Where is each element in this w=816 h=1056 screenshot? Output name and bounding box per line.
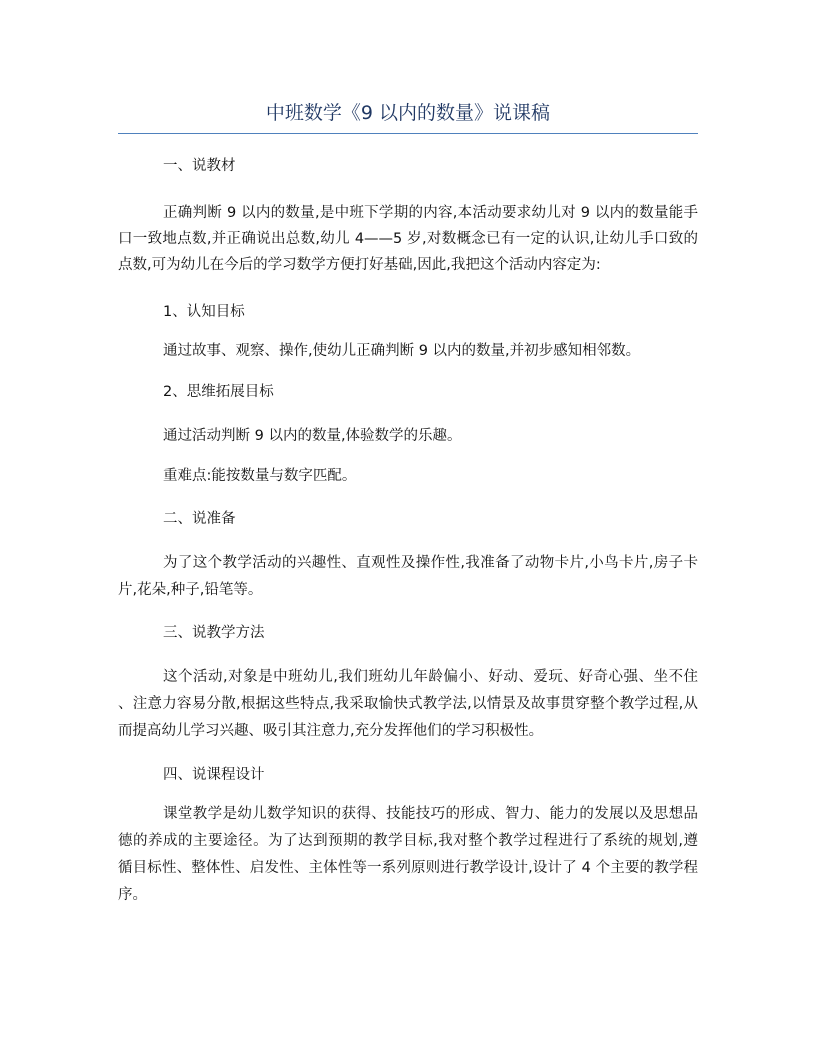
section-heading: 三、说教学方法 [163,625,265,641]
paragraph-line: 德的养成的主要途径。为了达到预期的教学目标,我对整个教学过程进行了系统的规划,遵 [118,833,698,849]
paragraph-line: 正确判断 9 以内的数量,是中班下学期的内容,本活动要求幼儿对 9 以内的数量能手 [163,205,698,221]
document-title: 中班数学《9 以内的数量》说课稿 [265,102,551,124]
subheading: 1、认知目标 [163,304,245,320]
paragraph-line: 重难点:能按数量与数字匹配。 [163,468,357,484]
paragraph-line: 序。 [118,887,147,903]
section-heading: 一、说教材 [163,158,236,174]
section-heading: 二、说准备 [163,511,236,527]
paragraph-line: 片,花朵,种子,铅笔等。 [118,582,263,598]
paragraph-line: 点数,可为幼儿在今后的学习数学方便打好基础,因此,我把这个活动内容定为: [118,257,601,273]
paragraph-line: 为了这个教学活动的兴趣性、直观性及操作性,我准备了动物卡片,小鸟卡片,房子卡 [163,555,698,571]
paragraph-line: 通过活动判断 9 以内的数量,体验数学的乐趣。 [163,428,462,444]
paragraph-line: 课堂教学是幼儿数学知识的获得、技能技巧的形成、智力、能力的发展以及思想品 [163,806,698,822]
subheading: 2、思维拓展目标 [163,384,274,400]
paragraph-line: 这个活动,对象是中班幼儿,我们班幼儿年龄偏小、好动、爱玩、好奇心强、坐不住 [163,669,698,685]
paragraph-line: 而提高幼儿学习兴趣、吸引其注意力,充分发挥他们的学习积极性。 [118,723,544,739]
title-rule [118,133,698,134]
paragraph-line: 、注意力容易分散,根据这些特点,我采取愉快式教学法,以情景及故事贯穿整个教学过程,从 [118,696,698,712]
paragraph-line: 口一致地点数,并正确说出总数,幼儿 4——5 岁,对数概念已有一定的认识,让幼儿手口致的 [118,231,698,247]
paragraph-line: 循目标性、整体性、启发性、主体性等一系列原则进行教学设计,设计了 4 个主要的教学程 [118,860,698,876]
section-heading: 四、说课程设计 [163,767,265,783]
paragraph-line: 通过故事、观察、操作,使幼儿正确判断 9 以内的数量,并初步感知相邻数。 [163,343,641,359]
